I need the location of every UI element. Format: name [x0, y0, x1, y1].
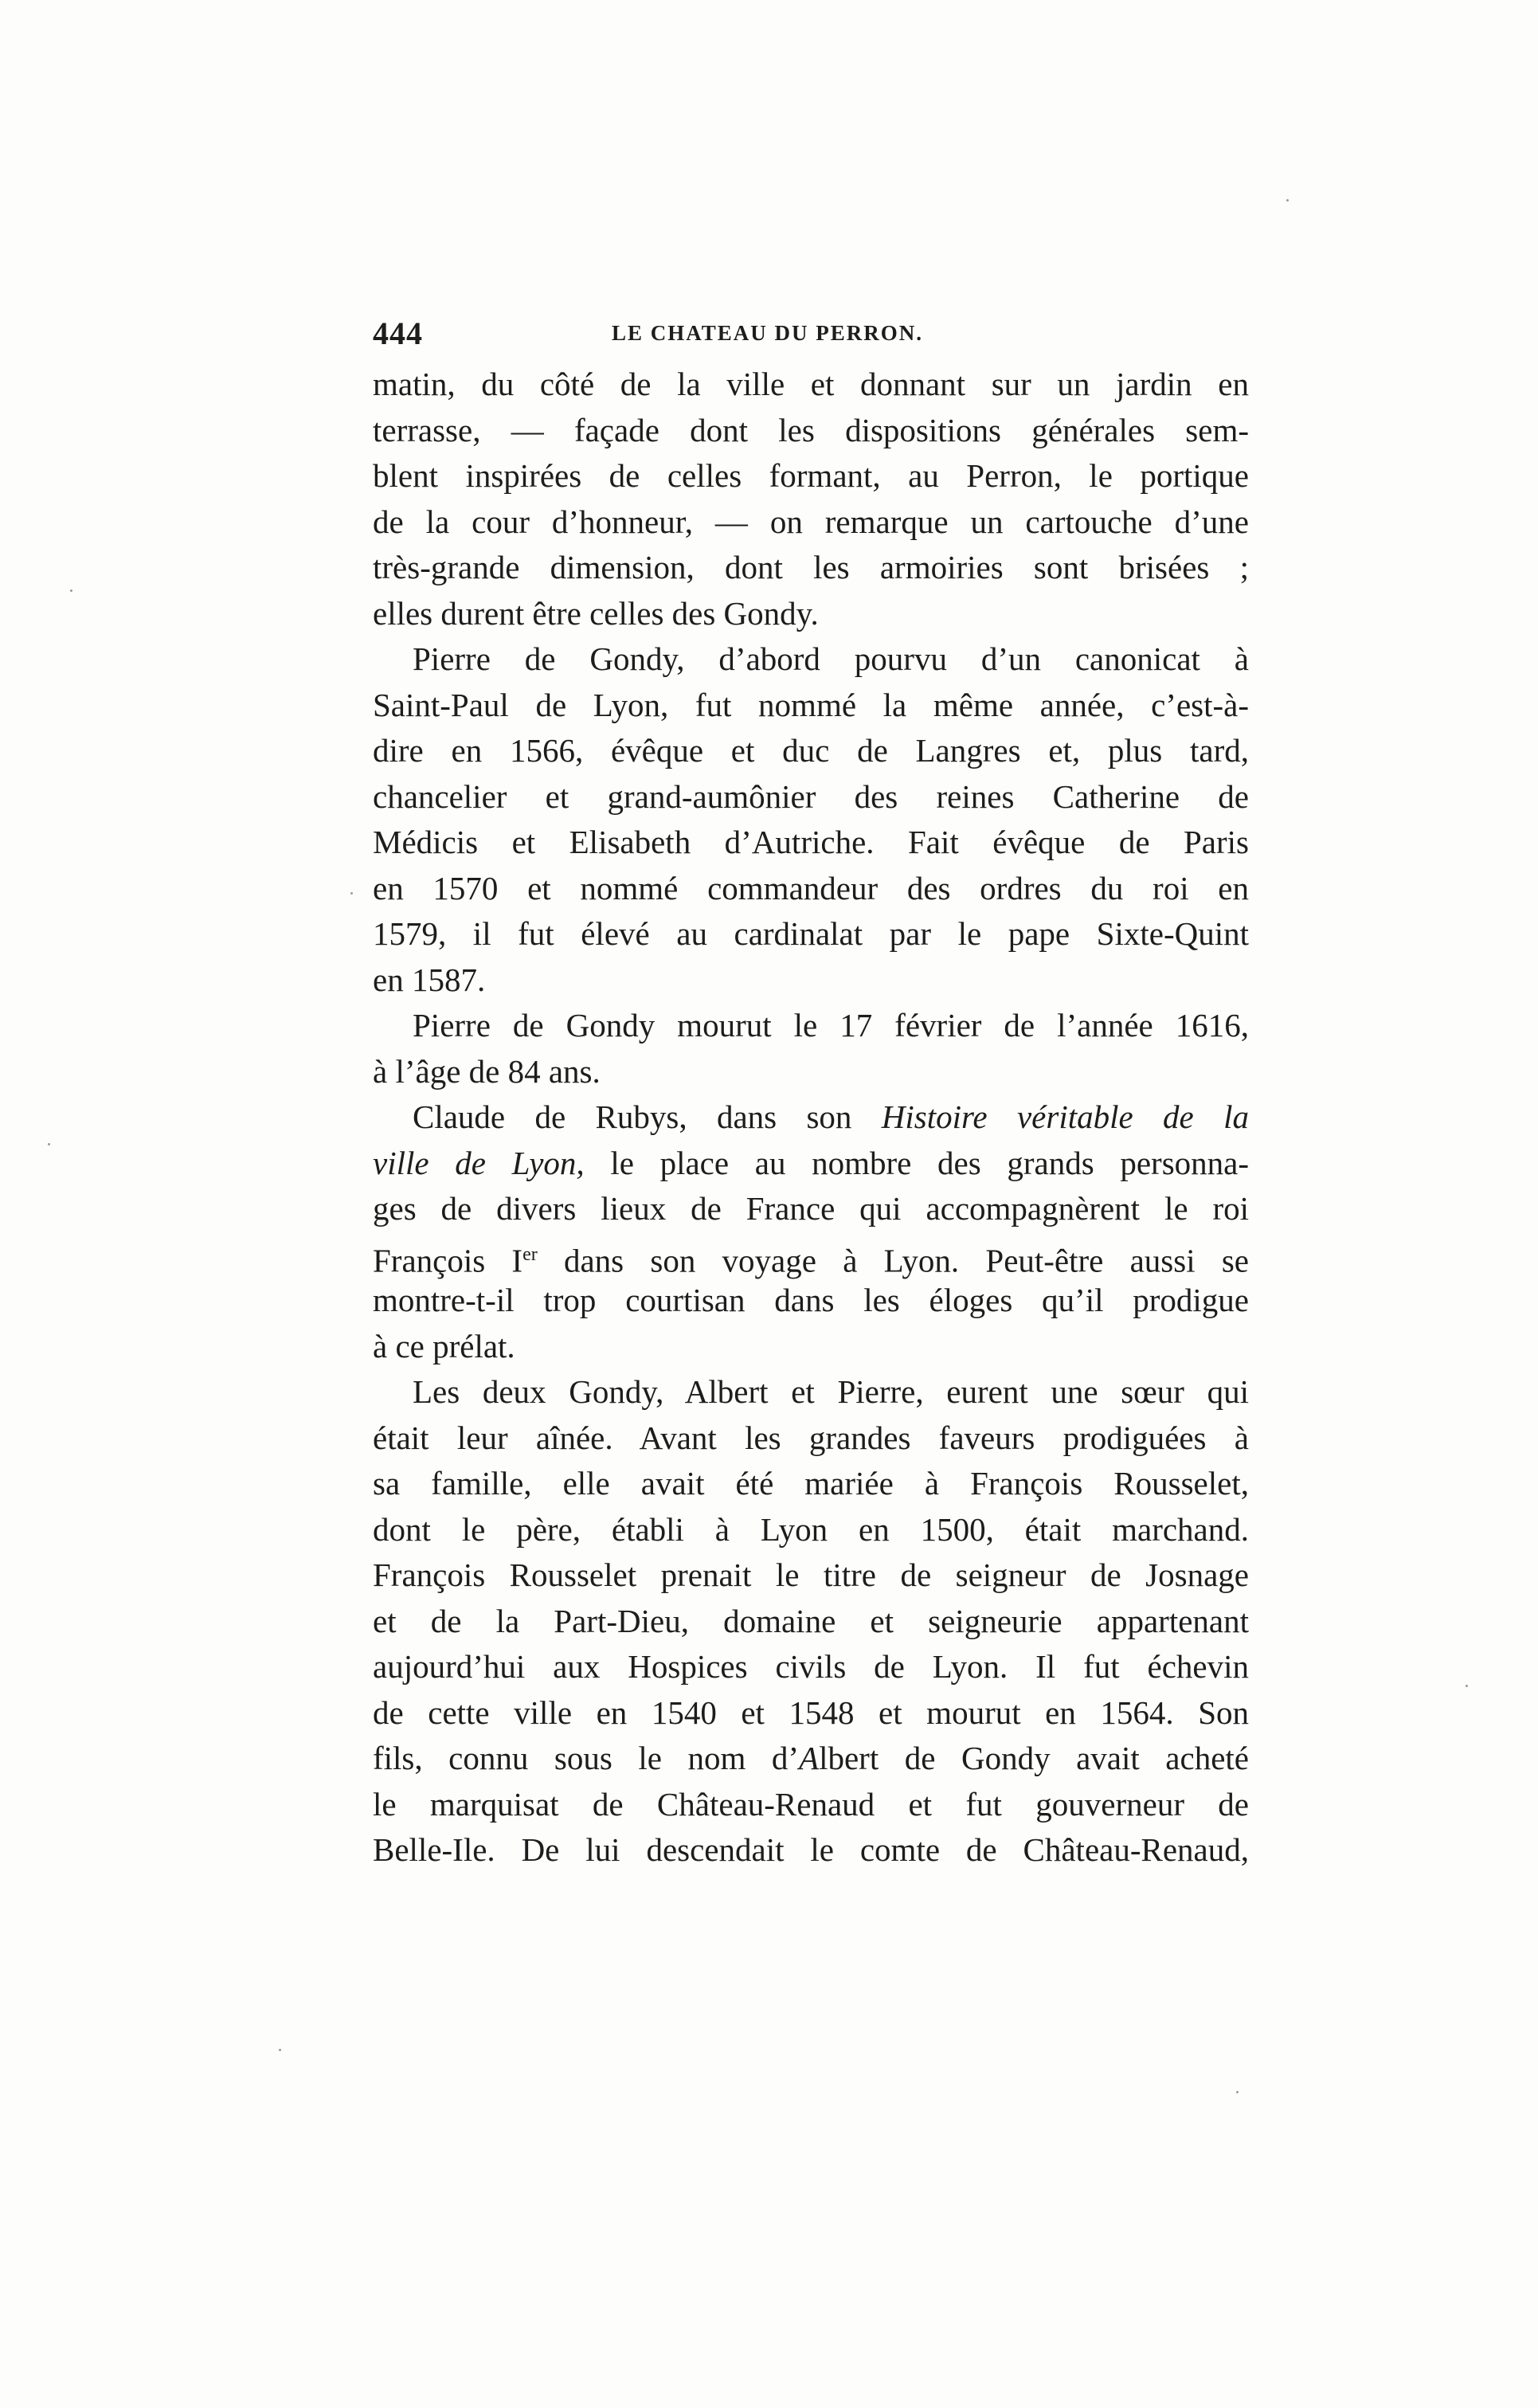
text-line: chancelier et grand-aumônier des reines Catherine de	[373, 777, 1249, 815]
text-line: terrasse, — façade dont les dispositions générales sem-	[373, 411, 1249, 448]
text-line: Belle-Ile. De lui descendait le comte de Château-Renaud,	[373, 1831, 1249, 1868]
text-line	[373, 1232, 1249, 1278]
text-line: à l’âge de 84 ans.	[373, 1052, 601, 1090]
text-line: Médicis et Elisabeth d’Autriche. Fait évêque de Paris	[373, 824, 1249, 860]
paper-speck	[1466, 1685, 1468, 1687]
text-run: Claude de Rubys, dans son	[413, 1098, 882, 1135]
paper-speck	[1236, 2091, 1239, 2093]
page-number: 444	[373, 315, 423, 351]
body-text	[373, 362, 1249, 1874]
text-line: Saint-Paul de Lyon, fut nommé la même année, c’est-à-	[373, 686, 1249, 723]
text-line	[373, 1141, 1249, 1187]
text-line: à ce prélat.	[373, 1327, 515, 1365]
text-line: montre-t-il trop courtisan dans les éloges qu’il prodigue	[373, 1282, 1249, 1318]
text-line: en 1587.	[373, 961, 486, 998]
text-line: François Rousselet prenait le titre de seigneur de Josnage	[373, 1556, 1249, 1593]
text-line: de la cour d’honneur, — on remarque un cartouche d’une	[373, 503, 1249, 540]
text-line: aujourd’hui aux Hospices civils de Lyon. Il fut échevin	[373, 1648, 1249, 1685]
paper-speck	[1286, 199, 1289, 202]
paper-speck	[350, 892, 353, 895]
text-line: le marquisat de Château-Renaud et fut gouverneur de	[373, 1785, 1249, 1823]
text-line: et de la Part-Dieu, domaine et seigneurie appartenant	[373, 1602, 1249, 1639]
page-header	[373, 315, 1249, 354]
text-line: sa famille, elle avait été mariée à François Rousselet,	[373, 1465, 1249, 1502]
text-line: de cette ville en 1540 et 1548 et mourut en 1564. Son	[373, 1693, 1249, 1731]
text-line	[373, 1094, 1249, 1141]
running-title: LE CHATEAU DU PERRON.	[612, 321, 924, 345]
italic-initial: A	[799, 1740, 820, 1776]
text-run: fils, connu sous le nom d’	[373, 1740, 800, 1776]
text-line: matin, du côté de la ville et donnant sur un jardin en	[373, 366, 1249, 402]
text-line: 1579, il fut élevé au cardinalat par le pape Sixte-Quint	[373, 915, 1249, 952]
text-line	[373, 1736, 1249, 1782]
paper-speck	[70, 589, 72, 592]
text-line: Pierre de Gondy, d’abord pourvu d’un canonicat à	[413, 640, 1249, 677]
text-line: blent inspirées de celles formant, au Perron, le portique	[373, 457, 1249, 494]
text-line: ges de divers lieux de France qui accompagnèrent le roi	[373, 1190, 1249, 1227]
text-run: dans son voyage à Lyon. Peut-être aussi se	[537, 1242, 1249, 1279]
text-line: elles durent être celles des Gondy.	[373, 594, 819, 632]
book-title-italic: Histoire véritable de la	[881, 1098, 1249, 1135]
text-line: Pierre de Gondy mourut le 17 février de l’année 1616,	[413, 1007, 1249, 1043]
text-line: très-grande dimension, dont les armoiries sont brisées ;	[373, 549, 1249, 585]
text-line: dont le père, établi à Lyon en 1500, était marchand.	[373, 1510, 1249, 1548]
text-line: Les deux Gondy, Albert et Pierre, eurent une sœur qui	[413, 1373, 1249, 1410]
text-run: François I	[373, 1242, 523, 1279]
paper-speck	[48, 1143, 50, 1145]
text-line: dire en 1566, évêque et duc de Langres et, plus tard,	[373, 732, 1249, 769]
superscript: er	[522, 1243, 538, 1265]
text-line: en 1570 et nommé commandeur des ordres du roi en	[373, 869, 1249, 906]
book-title-italic: ville de Lyon,	[373, 1144, 585, 1181]
text-line: était leur aînée. Avant les grandes faveurs prodiguées à	[373, 1419, 1249, 1456]
paper-speck	[279, 2049, 281, 2051]
text-run: lbert de Gondy avait acheté	[819, 1740, 1249, 1776]
text-run: le place au nombre des grands personna-	[584, 1144, 1250, 1181]
